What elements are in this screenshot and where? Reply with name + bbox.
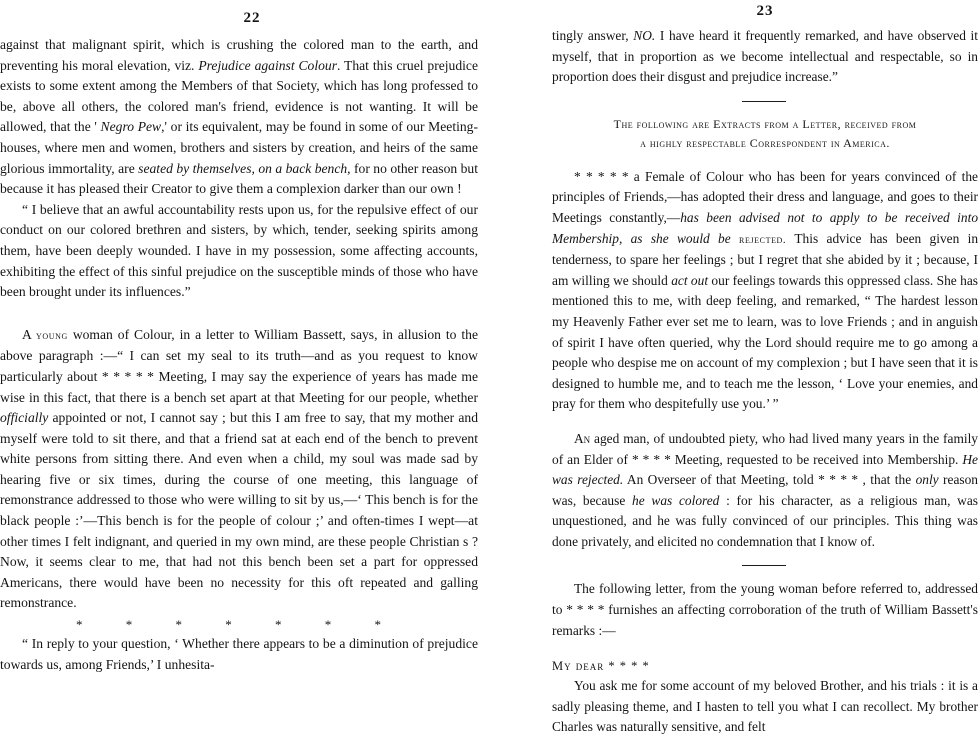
left-paragraph-4: “ In reply to your question, ‘ Whether there appears to be a diminution of prejudice towards us, among Friends,’ I unhesita-: [0, 636, 478, 672]
italic-text: NO.: [633, 28, 656, 43]
italic-text: has been advised not to apply to be received into Membership, as she would be: [552, 209, 979, 246]
heading-line-2: a highly respectable Correspondent in America.: [640, 135, 890, 150]
right-paragraph-3: [552, 429, 978, 553]
text: , for no other reason but because it has pleased their Creator to give them a complexion darker than our own !: [0, 160, 478, 197]
text: * * * * * a Female of Colour who has been for years convinced of the principles of Friends,—has adopted their dress and language, and goes to their Meetings constantly,—: [552, 168, 978, 225]
italic-text: Prejudice against Colour: [198, 57, 338, 73]
text: our feelings towards this oppressed class. She has mentioned this to me, with deep feeling, and remarked, “ The hardest lesson my Heavenly Father ever set me to learn, was to love Friends ; and in anguish of spirit I have often queried, why the Lord should require me to go among a people who despise me on account of my complexion ; but I have seen that it is designed to humble me, and to teach me the lesson, ‘ Love your enemies, and pray for them who despitefully use you.’ ”: [552, 272, 978, 412]
italic-text: act out: [671, 272, 709, 288]
right-paragraph-5: You ask me for some account of my beloved Brother, and his trials : it is a sadly pleasing theme, and I hasten to tell you what I can recollect. My brother Charles was naturally sensitive, and felt: [552, 678, 978, 735]
left-page: [0, 0, 478, 707]
text: reason was, because: [552, 472, 978, 508]
text: against that malignant spirit, which is crushing the colored man to the earth, and preventing his moral elevation, viz.: [0, 37, 478, 73]
left-paragraph-3: [0, 325, 478, 614]
text: woman of Colour, in a letter to William Bassett, says, in allusion to the above paragraph :—“ I can set my seal to its truth—and as you request to know particularly about * * * * * Meeting, I may say the experience of years has made me wise in this fact, that there is a bench set apart at that Meeting for our people, whether: [0, 326, 478, 405]
text: . That this cruel prejudice exists to some extent among the Members of that Society, which has long professed to be, above all others, the colored man's friend, evidence is not wanting. It will be allowed, that the ': [0, 57, 478, 135]
letter-salutation: My dear * * * *: [552, 659, 650, 674]
text: : for his character, as a religious man, was unquestioned, and he was fully convinced of our principles. This thing was done privately, and elicited no condemnation that I know of.: [552, 492, 978, 549]
smallcaps-text: rejected.: [730, 233, 787, 246]
smallcaps-text: An: [574, 430, 591, 446]
text: I have heard it frequently remarked, and have observed it myself, that in proportion as we become intellectual and respectable, so in proportion does their disgust and prejudice increase.”: [552, 28, 978, 85]
right-page: [552, 0, 979, 735]
page-number-right: 23: [756, 3, 774, 19]
italic-text: He was rejected.: [552, 451, 978, 488]
text: ,' or its equivalent, may be found in some of our Meeting-houses, where men and women, brothers and sisters by creation, and heirs of the same glorious immortality, are: [0, 119, 479, 176]
italic-text: seated by themselves, on a back bench: [138, 160, 348, 176]
right-paragraph-1: [552, 26, 978, 88]
text: An Overseer of that Meeting, told * * * * , that the: [623, 472, 916, 488]
text: aged man, of undoubted piety, who had lived many years in the family of an Elder of * * * * Meeting, requested to be received into Membership.: [552, 430, 978, 467]
left-paragraph-2: “ I believe that an awful accountability rests upon us, for the repulsive effect of our conduct on our colored brethren and sisters, by which, tender, seeking spirits among them, have been deeply wounded. I have in my possession, some affecting accounts, exhibiting the effect of this sinful prejudice on the susceptible minds of those who have been brought under its influences.”: [0, 201, 478, 300]
heading-line-1: The following are Extracts from a Letter, received from: [613, 116, 917, 131]
text: appointed or not, I cannot say ; but this I am free to say, that my mother and myself were told to sit there, and that a friend sat at each end of the bench to prevent white persons from sitting there. And even when a child, my soul was made sad by hearing five or six times, during the course of one meeting, this language of remonstrance addressed to those who were willing to sit by us,—‘ This bench is for the black people :’—This bench is for the people of colour ;’ and often-times I wept—at other times I felt indignant, and queried in my own mind, are these people Christian s ? Now, it seems clear to me, that had not this bench been set a part for oppressed Americans, there would have been no necessity for this oft repeated and galling remonstrance.: [0, 410, 478, 611]
smallcaps-text: young: [36, 329, 68, 342]
italic-text: he was colored: [632, 492, 720, 508]
text: This advice has been given in tenderness, to spare her feelings ; but I regret that she abided by it ; because, I am willing we should: [552, 230, 979, 288]
section-divider: [742, 565, 786, 566]
text: tingly answer,: [552, 28, 634, 43]
section-divider: [742, 101, 786, 102]
italic-text: officially: [0, 410, 49, 426]
left-paragraph-1: [0, 35, 478, 200]
right-paragraph-2: [552, 167, 978, 415]
italic-text: Negro Pew: [96, 119, 162, 135]
italic-text: only: [915, 472, 939, 488]
section-heading: [552, 115, 978, 153]
page-number-left: 22: [243, 10, 261, 26]
right-paragraph-4: The following letter, from the young woman before referred to, addressed to * * * * furnishes an affecting corroboration of the truth of William Bassett's remarks :—: [552, 581, 978, 638]
text: A: [22, 326, 36, 342]
asterisk-break: * * * * * * *: [76, 617, 381, 633]
